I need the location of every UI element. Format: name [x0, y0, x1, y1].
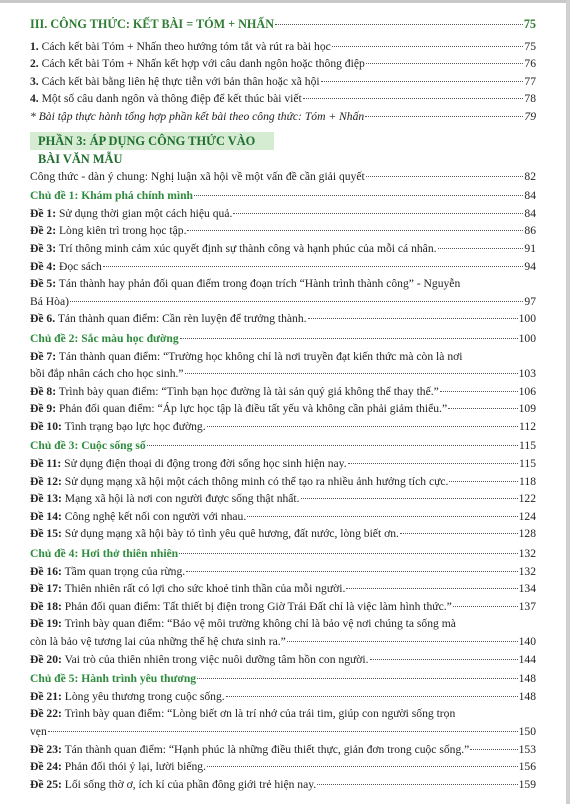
table-of-contents [30, 16, 536, 793]
toc-entry[interactable] [30, 651, 536, 669]
entry-text-line2: bồi đắp nhân cách cho học sinh.” [30, 367, 184, 381]
entry-text: Cách kết bài bằng liên hệ thực tiễn với bản thân hoặc xã hội [38, 74, 320, 88]
entry-number: Đề 20: [30, 652, 62, 666]
entry-text-line1: Trình bày quan điểm: “Lòng biết ơn là trí nhớ của trái tim, giúp con người sống trọn [61, 707, 456, 721]
toc-entry[interactable] [30, 580, 536, 598]
entry-number: Đề 12: [30, 474, 62, 488]
page-number: 106 [518, 384, 536, 398]
entry-text: Trí thông minh cảm xúc quyết định sự thành công và hạnh phúc của mỗi cá nhân. [56, 241, 437, 255]
entry-text: Tình trạng bạo lực học đường. [61, 419, 206, 433]
entry-number: 3. [30, 74, 39, 88]
entry-text: Phản đối quan điểm: “Áp lực học tập là điều tất yếu và không cần phải giảm thiểu.” [56, 402, 448, 416]
topic-label: Chủ đề 2: Sắc màu học đường [30, 331, 179, 345]
page-number: 100 [518, 312, 536, 326]
topic-heading-3[interactable] [30, 437, 536, 455]
entry-number: Đề 14: [30, 509, 62, 523]
entry-number: Đề 5: [30, 277, 57, 291]
entry-number: Đề 16: [30, 564, 62, 578]
leader-dots [332, 46, 524, 47]
leader-dots [365, 116, 523, 117]
entry-text: Sử dụng điện thoại di động trong đời sống học sinh hiện nay. [61, 457, 347, 471]
entry-text-line2: còn là bảo vệ tương lai của những thế hệ chưa sinh ra.” [30, 635, 286, 648]
page-number: 75 [523, 17, 536, 31]
entry-text: Cách kết bài Tóm + Nhấn kết hợp với câu danh ngôn hoặc thông điệp [38, 57, 365, 71]
page-number: 124 [518, 509, 536, 523]
section-items [30, 38, 536, 108]
entry-text-line1: Tán thành hay phản đối quan điểm trong đoạn trích “Hành trình thành công” - Nguyễn [56, 277, 461, 291]
topic-label: Chủ đề 4: Hơi thở thiên nhiên [30, 547, 179, 561]
entry-number: Đề 15: [30, 527, 62, 541]
page-number: 91 [524, 241, 536, 255]
page-number: 115 [519, 457, 536, 471]
entry-text: Cách kết bài Tóm + Nhấn theo hướng tóm tắt và rút ra bài học [38, 39, 331, 53]
entry-number: 4. [30, 92, 39, 106]
page-number: 140 [518, 635, 536, 648]
page-number: 79 [524, 109, 536, 123]
leader-dots [197, 678, 518, 679]
page-number: 100 [518, 331, 536, 345]
leader-dots [448, 408, 518, 409]
toc-entry-multiline[interactable] [30, 348, 536, 383]
entry-text: Sử dụng mạng xã hội một cách thông minh có thể tạo ra nhiều ảnh hưởng tích cực. [61, 474, 449, 488]
entry-number: Đề 23: [30, 742, 62, 756]
leader-dots [440, 391, 518, 392]
entry-text: Lối sống thờ ơ, ích kỉ của phần đông giới trẻ hiện nay. [61, 777, 317, 791]
entry-text: Tán thành quan điểm: “Hạnh phúc là những điều thiết thực, giản đơn trong cuộc sống.” [61, 742, 470, 756]
leader-dots [317, 784, 517, 785]
entry-number: Đề 8: [30, 384, 57, 398]
topic-heading-5[interactable] [30, 670, 536, 688]
toc-entry-multiline[interactable] [30, 275, 536, 310]
toc-entry[interactable] [30, 598, 536, 616]
entry-text: Lòng kiên trì trong học tập. [56, 224, 187, 238]
leader-dots [366, 63, 524, 64]
entry-text: Công nghệ kết nối con người với nhau. [61, 509, 247, 523]
toc-section-heading[interactable] [30, 16, 536, 34]
toc-entry[interactable] [30, 473, 536, 491]
toc-entry[interactable] [30, 310, 536, 328]
leader-dots [185, 373, 518, 374]
topic-label: Chủ đề 3: Cuộc sống số [30, 439, 146, 453]
leader-dots [194, 195, 523, 196]
entry-text: Tán thành quan điểm: Cần rèn luyện để trưởng thành. [55, 312, 307, 326]
entry-number: Đề 17: [30, 582, 62, 596]
toc-entry[interactable] [30, 508, 536, 526]
page-number: 86 [524, 224, 536, 238]
leader-dots [303, 98, 524, 99]
entry-text: Phản đối quan điểm: Tất thiết bị điện trong Giờ Trái Đất chỉ là việc làm hình thức.” [61, 599, 452, 613]
page-number: 148 [518, 672, 536, 686]
toc-entry[interactable] [30, 758, 536, 776]
page-number: 112 [519, 419, 536, 433]
topic-label: Chủ đề 5: Hành trình yêu thương [30, 672, 197, 686]
entry-number: Đề 2: [30, 224, 57, 238]
page-number: 137 [518, 599, 536, 613]
page-number: 132 [518, 564, 536, 578]
toc-entry[interactable] [30, 776, 536, 794]
entry-text: Lòng yêu thương trong cuộc sống. [61, 689, 225, 703]
leader-dots [179, 553, 517, 554]
entry-number: Đề 18: [30, 599, 62, 613]
page-number: 78 [524, 92, 536, 106]
page-number: 128 [518, 527, 536, 541]
leader-dots [370, 659, 518, 660]
entry-number: Đề 9: [30, 402, 57, 416]
leader-dots [449, 481, 518, 482]
entry-number: Đề 4: [30, 259, 57, 273]
leader-dots [247, 516, 517, 517]
toc-entry[interactable] [30, 205, 536, 223]
page-number: 109 [518, 402, 536, 416]
leader-dots [308, 318, 518, 319]
entry-number: 2. [30, 57, 39, 71]
entry-text-line2: vẹn [30, 724, 47, 738]
page-number: 150 [518, 724, 536, 738]
toc-entry[interactable] [30, 383, 536, 401]
part-banner: PHẦN 3: ÁP DỤNG CÔNG THỨC VÀO BÀI VĂN MẪU [30, 132, 274, 150]
page-number: 75 [524, 39, 536, 53]
page-top-edge [0, 0, 570, 3]
leader-dots [207, 426, 518, 427]
entry-text: Thiên nhiên rất có lợi cho sức khoẻ tinh thần của mỗi người. [61, 582, 346, 596]
page-number: 94 [524, 259, 536, 273]
entry-number: Đề 3: [30, 241, 57, 255]
page-number: 134 [518, 582, 536, 596]
toc-entry-multiline[interactable] [30, 705, 536, 740]
leader-dots [275, 24, 523, 25]
leader-dots [186, 571, 517, 572]
entry-number: Đề 24: [30, 760, 62, 774]
page-right-edge [566, 0, 570, 804]
leader-dots [301, 498, 518, 499]
entry-number: Đề 10: [30, 419, 62, 433]
page-number: 144 [518, 652, 536, 666]
entry-number: Đề 6. [30, 312, 56, 326]
entry-number: Đề 11: [30, 457, 62, 471]
page-number: 118 [519, 474, 536, 488]
entry-text-line1: Tán thành quan điểm: “Trường học không chỉ là nơi truyền đạt kiến thức mà còn là nơi [56, 349, 463, 363]
page-number: 76 [524, 57, 536, 71]
leader-dots [70, 301, 523, 302]
leader-dots [48, 731, 518, 732]
page-number: 103 [518, 367, 536, 381]
entry-text: Vai trò của thiên nhiên trong việc nuôi dưỡng tâm hồn con người. [61, 652, 369, 666]
page-number: 148 [518, 689, 536, 703]
section-title: III. CÔNG THỨC: KẾT BÀI = TÓM + NHẤN [30, 17, 275, 31]
leader-dots [103, 266, 524, 267]
page-number: 97 [524, 294, 536, 308]
entry-text: Mạng xã hội là nơi con người được sống thật nhất. [61, 492, 300, 506]
toc-entry[interactable] [30, 563, 536, 581]
leader-dots [453, 606, 518, 607]
leader-dots [287, 641, 518, 642]
page-number: 84 [524, 189, 536, 203]
toc-entry[interactable] [30, 490, 536, 508]
page-number: 159 [518, 777, 536, 791]
toc-entry[interactable] [30, 741, 536, 759]
leader-dots [180, 338, 518, 339]
topic-heading-1[interactable] [30, 187, 536, 205]
leader-dots [187, 230, 523, 231]
topic-heading-2[interactable] [30, 330, 536, 348]
toc-entry-formula[interactable] [30, 168, 536, 186]
leader-dots [348, 463, 518, 464]
entry-text: Sử dụng mạng xã hội bày tỏ tình yêu quê hương, đất nước, lòng biết ơn. [61, 527, 399, 541]
entry-text: Đọc sách [56, 259, 102, 273]
leader-dots [470, 749, 517, 750]
entry-number: Đề 21: [30, 689, 62, 703]
topic-label: Chủ đề 1: Khám phá chính mình [30, 189, 194, 203]
page-number: 115 [519, 439, 536, 453]
entry-text-line1: Trình bày quan điểm: “Bảo vệ môi trường không chỉ là bảo vệ nơi chúng ta sống mà [61, 617, 456, 631]
toc-entry-multiline[interactable] [30, 615, 536, 650]
page-number: 132 [518, 547, 536, 561]
page-number: 122 [518, 492, 536, 506]
leader-dots [147, 445, 518, 446]
entry-number: Đề 7: [30, 349, 57, 363]
entry-number: Đề 1: [30, 206, 57, 220]
leader-dots [346, 588, 517, 589]
toc-entry[interactable] [30, 222, 536, 240]
leader-dots [438, 248, 524, 249]
leader-dots [233, 213, 523, 214]
entry-text: * Bài tập thực hành tổng hợp phần kết bài theo công thức: Tóm + Nhấn [30, 109, 365, 123]
toc-entry[interactable] [30, 240, 536, 258]
entry-text: Phản đối thói ỷ lại, lười biếng. [61, 760, 206, 774]
toc-entry[interactable] [30, 38, 536, 56]
page-number: 153 [518, 742, 536, 756]
toc-entry[interactable] [30, 418, 536, 436]
leader-dots [366, 176, 524, 177]
entry-text: Trình bày quan điểm: “Tình bạn học đường là tài sản quý giá không thể thay thế.” [56, 384, 439, 398]
entry-text: Một số câu danh ngôn và thông điệp để kết thúc bài viết [38, 92, 302, 106]
page-number: 82 [524, 169, 536, 183]
entry-number: Đề 13: [30, 492, 62, 506]
page-number: 84 [524, 206, 536, 220]
entry-number: 1. [30, 39, 39, 53]
toc-entry[interactable] [30, 525, 536, 543]
toc-entry[interactable] [30, 688, 536, 706]
leader-dots [321, 81, 524, 82]
entry-number: Đề 19: [30, 617, 62, 631]
leader-dots [226, 696, 518, 697]
toc-entry[interactable] [30, 90, 536, 108]
leader-dots [400, 533, 518, 534]
toc-entry[interactable] [30, 55, 536, 73]
topic-heading-4[interactable] [30, 545, 536, 563]
entry-number: Đề 22: [30, 707, 62, 721]
page-number: 156 [518, 760, 536, 774]
leader-dots [207, 766, 518, 767]
entry-text-line2: Bá Hòa) [30, 294, 69, 308]
toc-entry[interactable] [30, 455, 536, 473]
toc-entry[interactable] [30, 258, 536, 276]
entry-text: Sử dụng thời gian một cách hiệu quả. [56, 206, 233, 220]
entry-number: Đề 25: [30, 777, 62, 791]
entry-text: Tầm quan trọng của rừng. [61, 564, 186, 578]
toc-entry[interactable] [30, 73, 536, 91]
toc-entry[interactable] [30, 400, 536, 418]
entry-text: Công thức - dàn ý chung: Nghị luận xã hội về một vấn đề cần giải quyết [30, 169, 365, 183]
page-number: 77 [524, 74, 536, 88]
toc-entry-practice[interactable] [30, 108, 536, 126]
